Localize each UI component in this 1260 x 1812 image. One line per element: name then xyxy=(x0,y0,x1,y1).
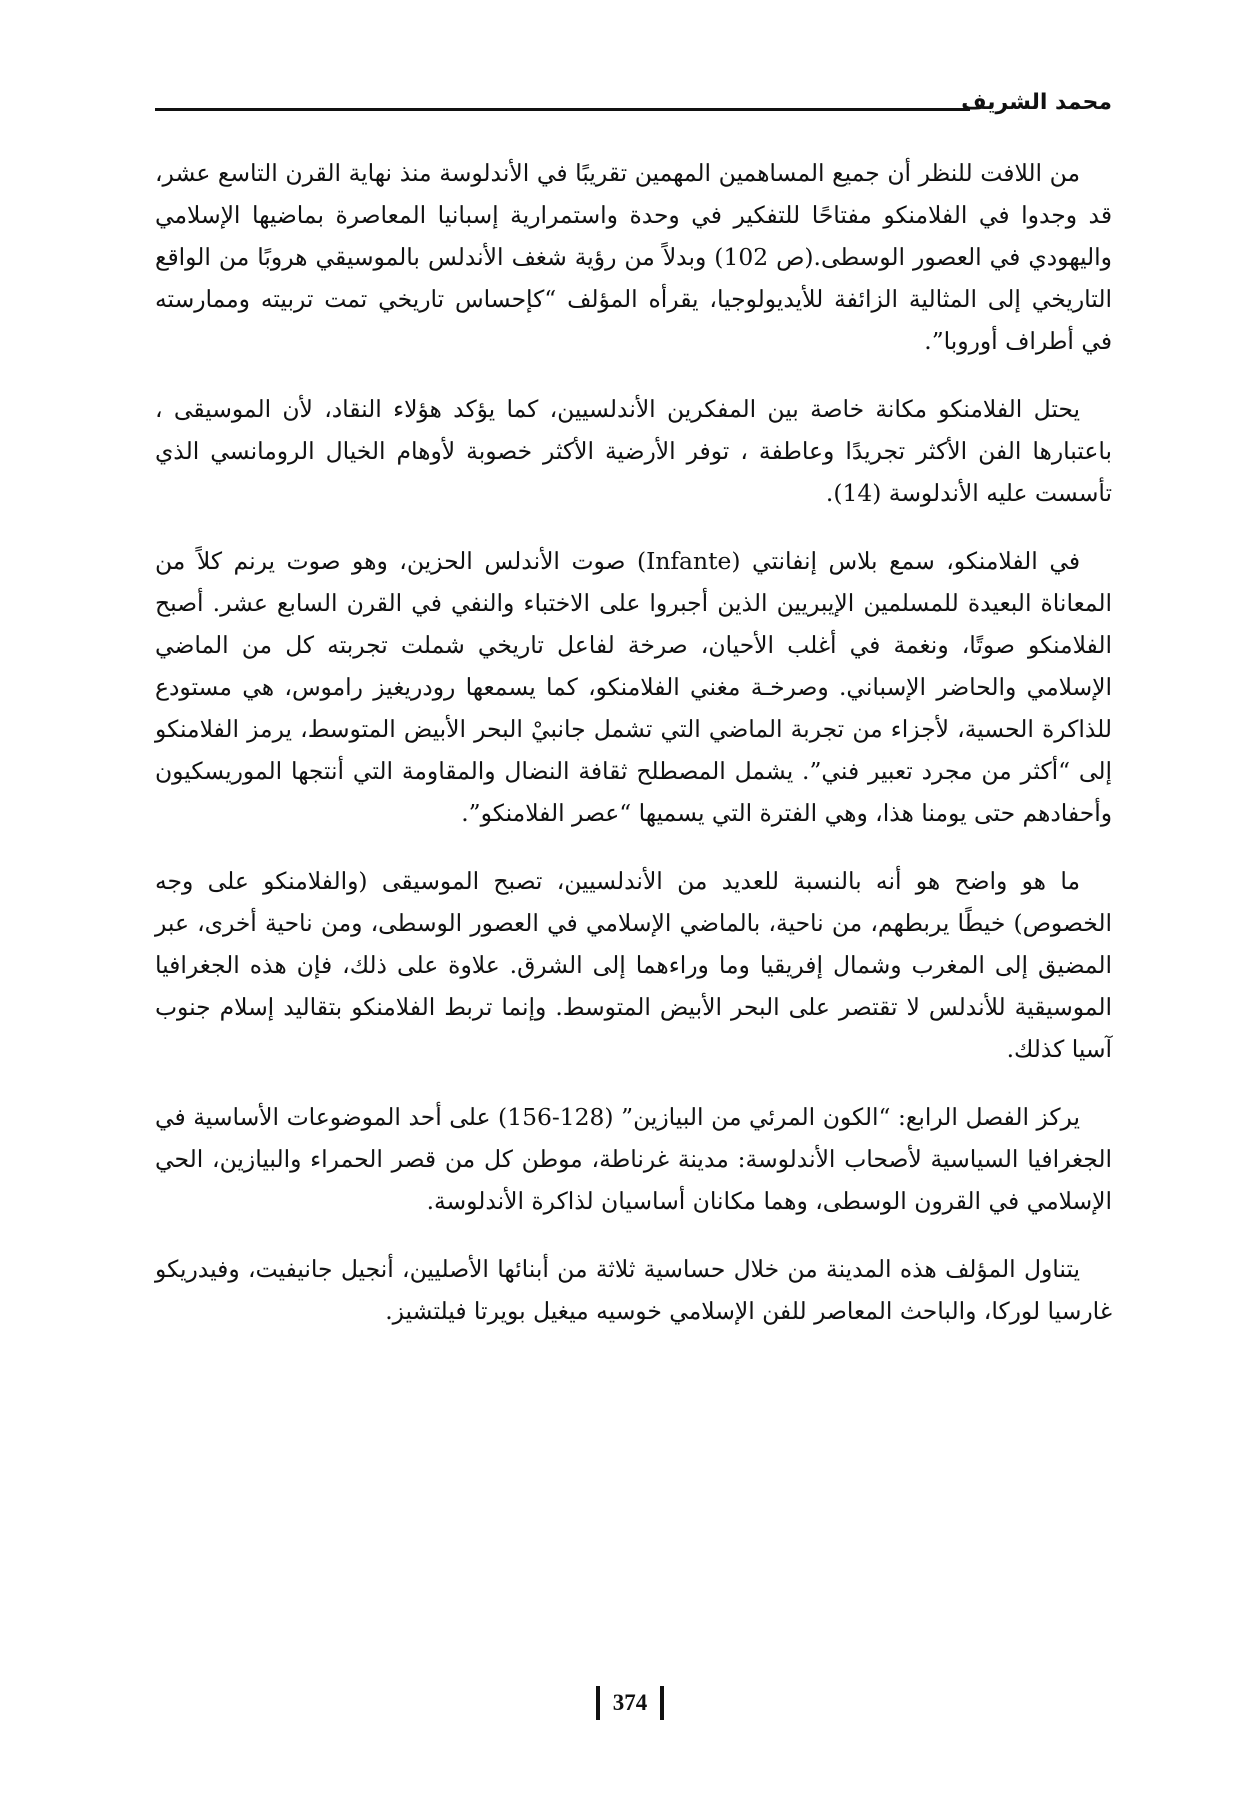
paragraph-6: يتناول المؤلف هذه المدينة من خلال حساسية ثلاثة من أبنائها الأصليين، أنجيل جانيفيت، وفيدريكو غارسيا لوركا، والباحث المعاصر للفن الإسلامي خوسيه ميغيل بويرتا فيلتشيز. xyxy=(155,1255,1112,1325)
paragraph-5: يركز الفصل الرابع: “الكون المرئي من البيازين” (128-156) على أحد الموضوعات الأساسية في الجغرافيا السياسية لأصحاب الأندلوسة: مدينة غرناطة، موطن كل من قصر الحمراء والبيازين، الحي الإسلامي في القرون الوسطى، وهما مكانان أساسيان لذاكرة الأندلوسة. xyxy=(155,1103,1112,1215)
paragraph-4: ما هو واضح هو أنه بالنسبة للعديد من الأندلسيين، تصبح الموسيقى (والفلامنكو على وجه الخصوص) خيطًا يربطهم، من ناحية، بالماضي الإسلامي في العصور الوسطى، ومن ناحية أخرى، عبر المضيق إلى المغرب وشمال إفريقيا وما وراءهما إلى الشرق. علاوة على ذلك، فإن هذه الجغرافيا الموسيقية للأندلس لا تقتصر على البحر الأبيض المتوسط. وإنما تربط الفلامنكو بتقاليد إسلام جنوب آسيا كذلك. xyxy=(155,867,1112,1063)
footer-bar-right xyxy=(660,1686,664,1720)
paragraph-1: من اللافت للنظر أن جميع المساهمين المهمين تقريبًا في الأندلوسة منذ نهاية القرن التاسع عشر، قد وجدوا في الفلامنكو مفتاحًا للتفكير في وحدة واستمرارية إسبانيا المعاصرة بماضيها الإسلامي واليهودي في العصور الوسطى.(ص 102) وبدلاً من رؤية شغف الأندلس بالموسيقي هروبًا من الواقع التاريخي إلى المثالية الزائفة للأيديولوجيا، يقرأه المؤلف “كإحساس تاريخي تمت تربيته وممارسته في أطراف أوروبا”. xyxy=(155,159,1112,355)
header-rule xyxy=(155,108,970,111)
paragraph-3: في الفلامنكو، سمع بلاس إنفانتي (Infante) صوت الأندلس الحزين، وهو صوت يرنم كلاً من المعاناة البعيدة للمسلمين الإيبريين الذين أجبروا على الاختباء والنفي في القرن السابع عشر. أصبح الفلامنكو صوتًا، ونغمة في أغلب الأحيان، صرخة لفاعل تاريخي شملت تجربته كل من الماضي الإسلامي والحاضر الإسباني. وصرخـة مغني الفلامنكو، كما يسمعها رودريغيز راموس، هي مستودع للذاكرة الحسية، لأجزاء من تجربة الماضي التي تشمل جانبيْ البحر الأبيض المتوسط، يرمز الفلامنكو إلى “أكثر من مجرد تعبير فني”. يشمل المصطلح ثقافة النضال والمقاومة التي أنتجها الموريسكيون وأحفادهم حتى يومنا هذا، وهي الفترة التي يسميها “عصر الفلامنكو”. xyxy=(155,547,1112,827)
page-number: 374 xyxy=(612,1690,648,1715)
paragraph-2: يحتل الفلامنكو مكانة خاصة بين المفكرين الأندلسيين، كما يؤكد هؤلاء النقاد، لأن الموسيقى ، باعتبارها الفن الأكثر تجريدًا وعاطفة ، توفر الأرضية الأكثر خصوبة لأوهام الخيال الرومانسي الذي تأسست عليه الأندلوسة (14). xyxy=(155,395,1112,507)
running-header-author: محمد الشريف xyxy=(961,90,1112,115)
article-body xyxy=(155,152,1112,1358)
page-footer xyxy=(0,1686,1260,1720)
